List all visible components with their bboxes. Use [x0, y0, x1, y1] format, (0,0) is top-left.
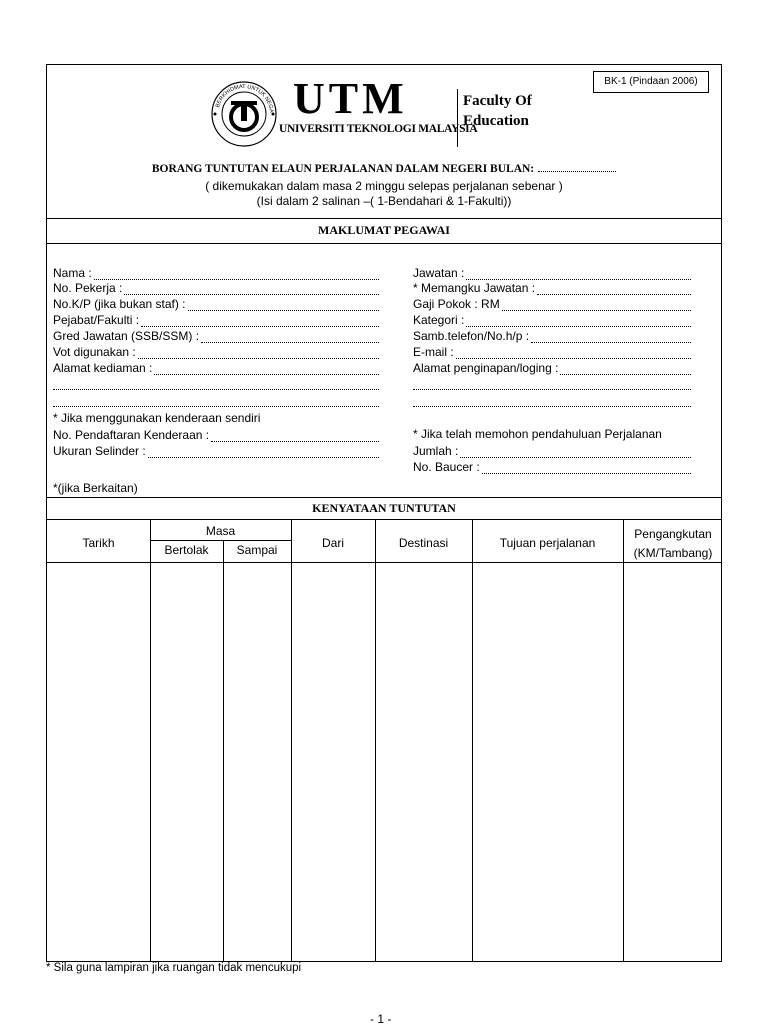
field-alamat-penginapan-line3[interactable]	[413, 395, 691, 407]
divider-1	[47, 218, 721, 219]
divider-3	[47, 497, 721, 498]
field-label: No. Pekerja :	[53, 281, 123, 295]
col-sampai: Sampai	[236, 543, 278, 557]
col-dari: Dari	[321, 536, 344, 550]
col-pengangkutan-line2: (KM/Tambang)	[633, 546, 713, 560]
divider-2	[47, 243, 721, 244]
field-label: No. Baucer :	[413, 460, 480, 474]
field-kategori[interactable]	[413, 313, 691, 327]
field-nama[interactable]	[53, 266, 379, 280]
claims-table-body[interactable]	[47, 563, 723, 961]
col-tujuan-perjalanan: Tujuan perjalanan	[499, 536, 596, 550]
field-vot-digunakan[interactable]	[53, 345, 379, 359]
form-code-box: BK-1 (Pindaan 2006)	[593, 71, 709, 93]
field-no-kp[interactable]	[53, 297, 379, 311]
masa-subdivider	[150, 540, 291, 541]
col-destinasi: Destinasi	[398, 536, 449, 550]
form-subtitle-2: (Isi dalam 2 salinan –( 1-Bendahari & 1-Fakulti))	[256, 194, 512, 208]
field-label: Gaji Pokok : RM	[413, 297, 500, 311]
field-label: Vot digunakan :	[53, 345, 136, 359]
field-label: No.K/P (jika bukan staf) :	[53, 297, 186, 311]
col-bertolak: Bertolak	[164, 543, 209, 557]
faculty-line1: Faculty Of	[463, 93, 532, 109]
section-maklumat-pegawai: MAKLUMAT PEGAWAI	[318, 223, 450, 237]
field-label: Kategori :	[413, 313, 465, 327]
utm-acronym: UTM	[293, 74, 408, 123]
footnote: * Sila guna lampiran jika ruangan tidak mencukupi	[46, 962, 302, 974]
field-label: Samb.telefon/No.h/p :	[413, 329, 530, 343]
field-memangku-jawatan[interactable]	[413, 281, 691, 295]
form-frame	[46, 64, 722, 962]
field-no-pendaftaran-kenderaan[interactable]	[53, 428, 379, 442]
field-samb-telefon[interactable]	[413, 329, 691, 343]
field-label: No. Pendaftaran Kenderaan :	[53, 428, 210, 442]
field-pejabat-fakulti[interactable]	[53, 313, 379, 327]
utm-logo	[207, 75, 537, 155]
form-subtitle-1: ( dikemukakan dalam masa 2 minggu selepas perjalanan sebenar )	[205, 179, 563, 193]
logo-divider	[457, 89, 458, 147]
field-label: Ukuran Selinder :	[53, 444, 146, 458]
svg-text:BERKHIDMAT UNTUK NEGARA: BERKHIDMAT UNTUK NEGA	[214, 83, 275, 113]
page-number: - 1 -	[370, 1012, 392, 1026]
utm-full-name: UNIVERSITI TEKNOLOGI MALAYSIA	[279, 123, 478, 135]
field-no-pekerja[interactable]	[53, 281, 379, 295]
divider-4	[47, 519, 721, 520]
field-alamat-penginapan-line2[interactable]	[413, 378, 691, 390]
field-label: Alamat kediaman :	[53, 361, 153, 375]
col-pengangkutan	[623, 525, 723, 563]
advance-note: * Jika telah memohon pendahuluan Perjalanan	[413, 427, 662, 441]
field-alamat-kediaman[interactable]	[53, 361, 379, 375]
field-no-baucer[interactable]	[413, 460, 691, 474]
col-masa: Masa	[205, 524, 236, 538]
field-alamat-kediaman-line2[interactable]	[53, 378, 379, 390]
field-alamat-kediaman-line3[interactable]	[53, 395, 379, 407]
related-note: *(jika Berkaitan)	[53, 481, 138, 495]
field-alamat-penginapan[interactable]	[413, 361, 691, 375]
field-jumlah[interactable]	[413, 444, 691, 458]
field-label: Jawatan :	[413, 266, 465, 280]
col-pengangkutan-line1: Pengangkutan	[634, 527, 712, 541]
section-kenyataan-tuntutan: KENYATAAN TUNTUTAN	[312, 501, 456, 515]
faculty-name	[463, 91, 532, 131]
field-label: Gred Jawatan (SSB/SSM) :	[53, 329, 200, 343]
field-gred-jawatan[interactable]	[53, 329, 379, 343]
form-title-text: BORANG TUNTUTAN ELAUN PERJALANAN DALAM NEGERI BULAN:	[151, 163, 535, 175]
field-email[interactable]	[413, 345, 691, 359]
vehicle-note: * Jika menggunakan kenderaan sendiri	[53, 411, 261, 425]
utm-seal-icon	[209, 79, 279, 149]
form-title	[47, 163, 721, 175]
field-label: Jumlah :	[413, 444, 459, 458]
field-label: Pejabat/Fakulti :	[53, 313, 140, 327]
field-jawatan[interactable]	[413, 266, 691, 280]
col-tarikh: Tarikh	[82, 536, 115, 550]
field-label: E-mail :	[413, 345, 454, 359]
field-label: Alamat penginapan/loging :	[413, 361, 559, 375]
field-label: Nama :	[53, 266, 92, 280]
field-gaji-pokok[interactable]	[413, 297, 691, 311]
month-field[interactable]	[538, 171, 616, 172]
field-label: * Memangku Jawatan :	[413, 281, 536, 295]
field-ukuran-selinder[interactable]	[53, 444, 379, 458]
faculty-line2: Education	[463, 113, 529, 129]
